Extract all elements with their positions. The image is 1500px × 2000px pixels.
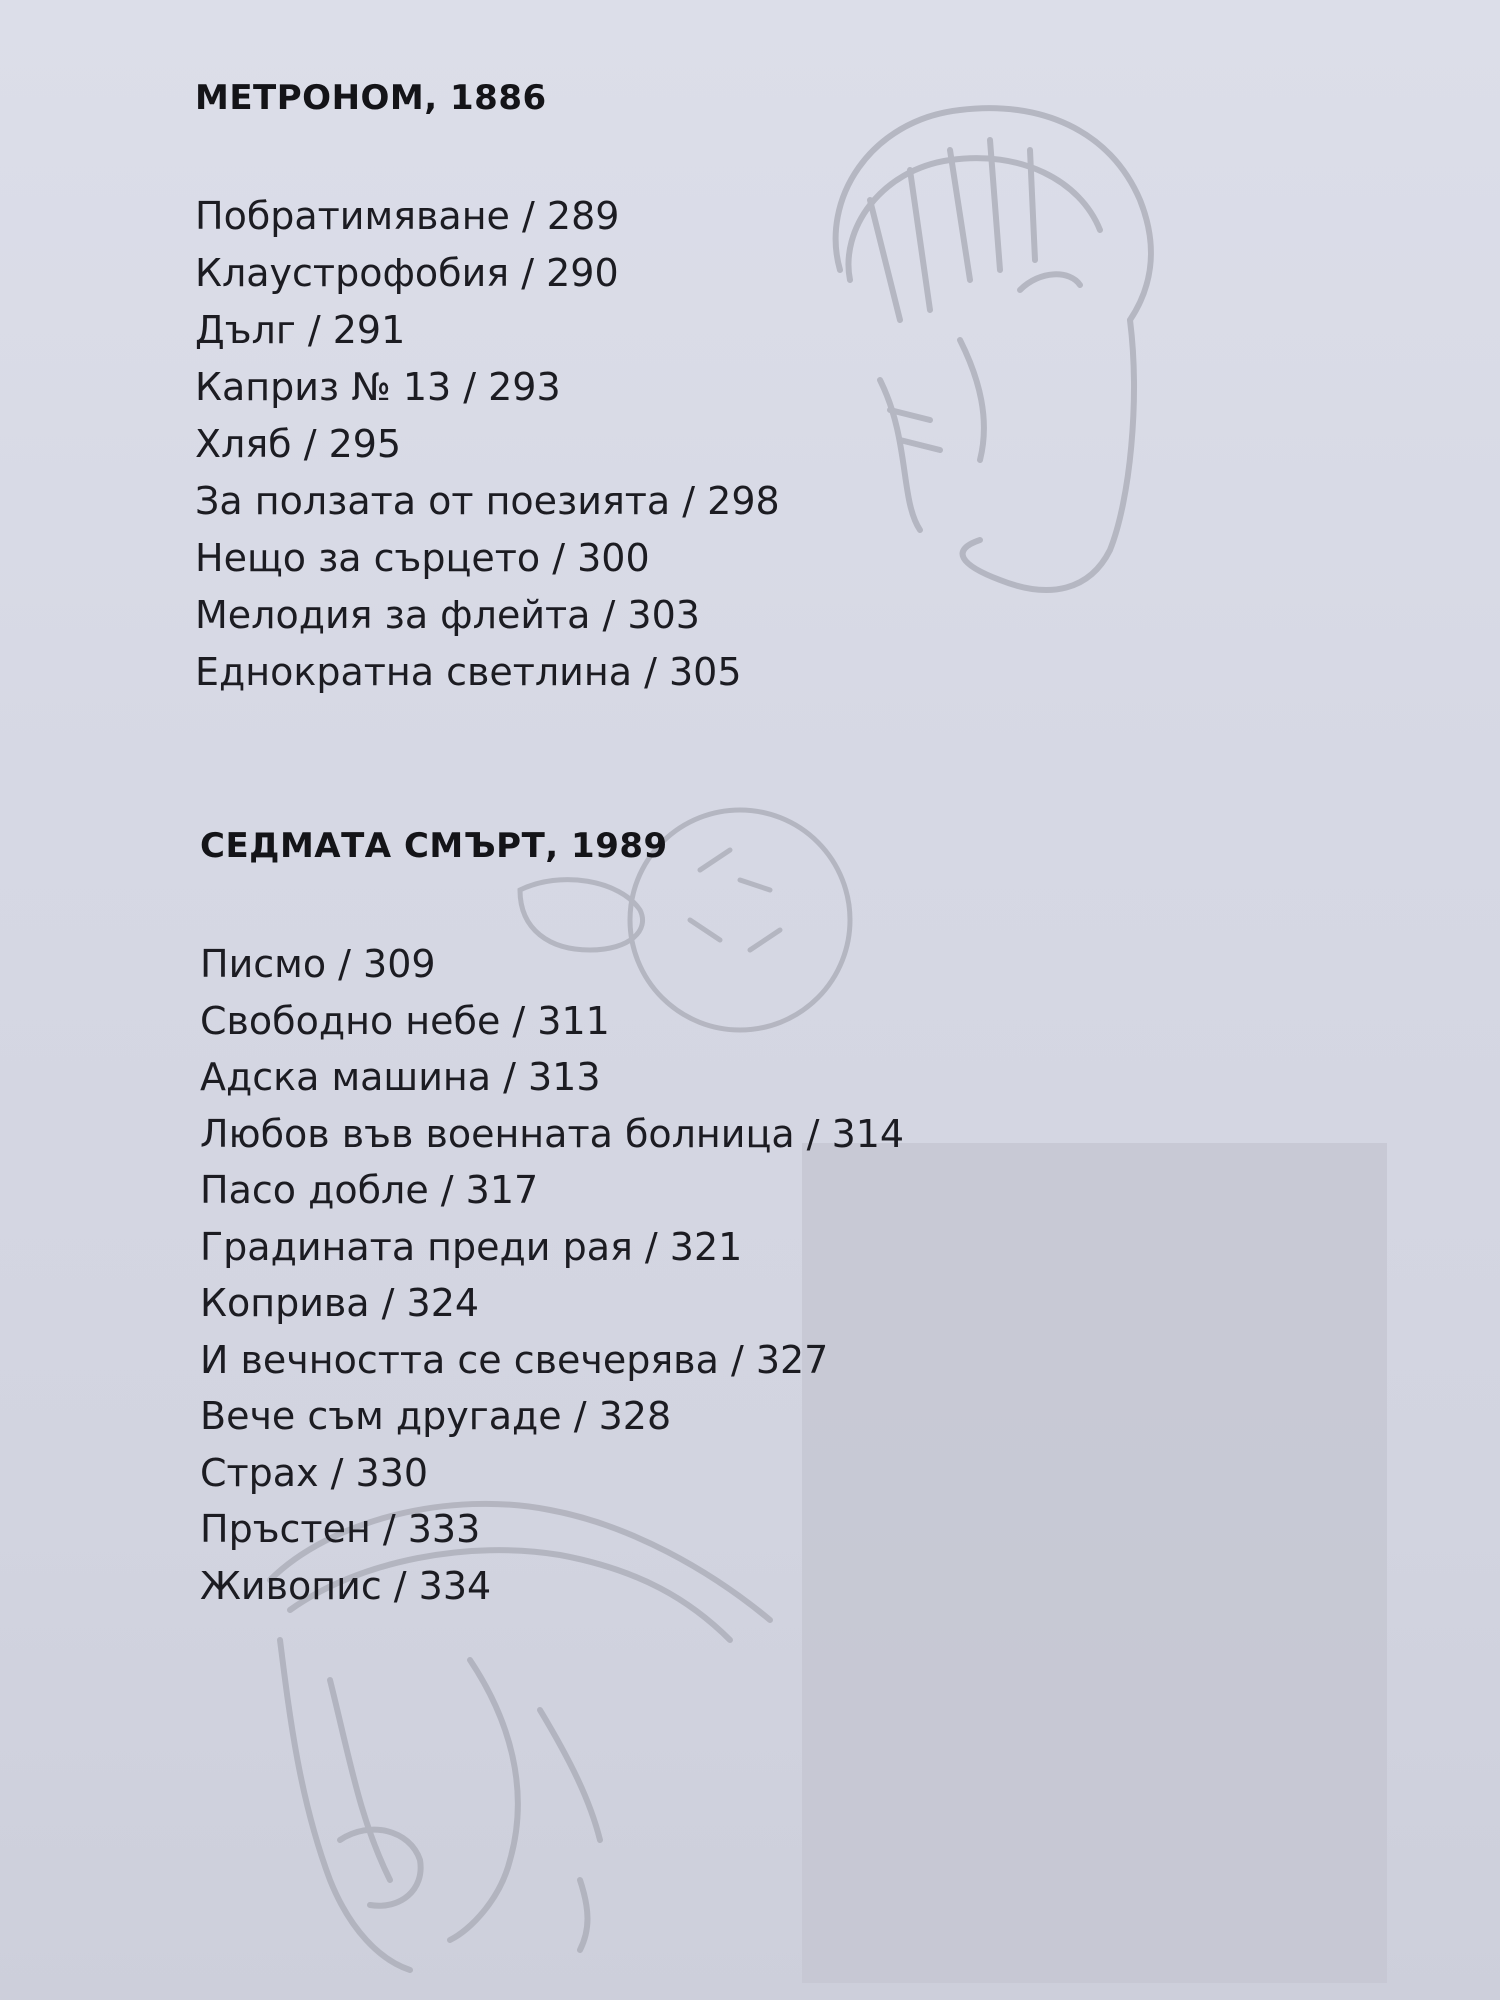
toc-entry: Нещо за сърцето / 300: [195, 536, 650, 580]
entry-list: [195, 188, 1095, 701]
toc-entry: Вече съм другаде / 328: [200, 1394, 672, 1438]
toc-entry: И вечността се свечерява / 327: [200, 1337, 829, 1382]
toc-entry: Адска машина / 313: [200, 1055, 601, 1099]
toc-entry: Любов във военната болница / 314: [200, 1111, 905, 1156]
section-sedmata-smart: [200, 826, 1100, 1614]
toc-entry: Хляб / 295: [195, 422, 402, 466]
toc-entry: Писмо / 309: [200, 942, 436, 986]
toc-entry: Живопис / 334: [200, 1563, 492, 1608]
entry-list: [200, 936, 1100, 1614]
section-title: МЕТРОНОМ, 1886: [195, 78, 547, 118]
toc-entry: За ползата от поезията / 298: [195, 479, 780, 523]
toc-entry: Пръстен / 333: [200, 1507, 481, 1551]
section-title: СЕДМАТА СМЪРТ, 1989: [200, 826, 668, 866]
toc-entry: Клаустрофобия / 290: [195, 251, 619, 295]
toc-entry: Дълг / 291: [195, 308, 406, 352]
toc-entry: Мелодия за флейта / 303: [195, 593, 700, 637]
toc-entry: Пасо добле / 317: [200, 1168, 539, 1212]
toc-entry: Градината преди рая / 321: [200, 1224, 743, 1269]
toc-entry: Еднократна светлина / 305: [195, 650, 742, 694]
toc-entry: Коприва / 324: [200, 1281, 480, 1325]
toc-entry: Страх / 330: [200, 1450, 429, 1495]
toc-entry: Свободно небе / 311: [200, 998, 610, 1043]
toc-entry: Побратимяване / 289: [195, 194, 620, 238]
toc-entry: Каприз № 13 / 293: [195, 365, 561, 409]
section-metronom: [195, 78, 1095, 701]
